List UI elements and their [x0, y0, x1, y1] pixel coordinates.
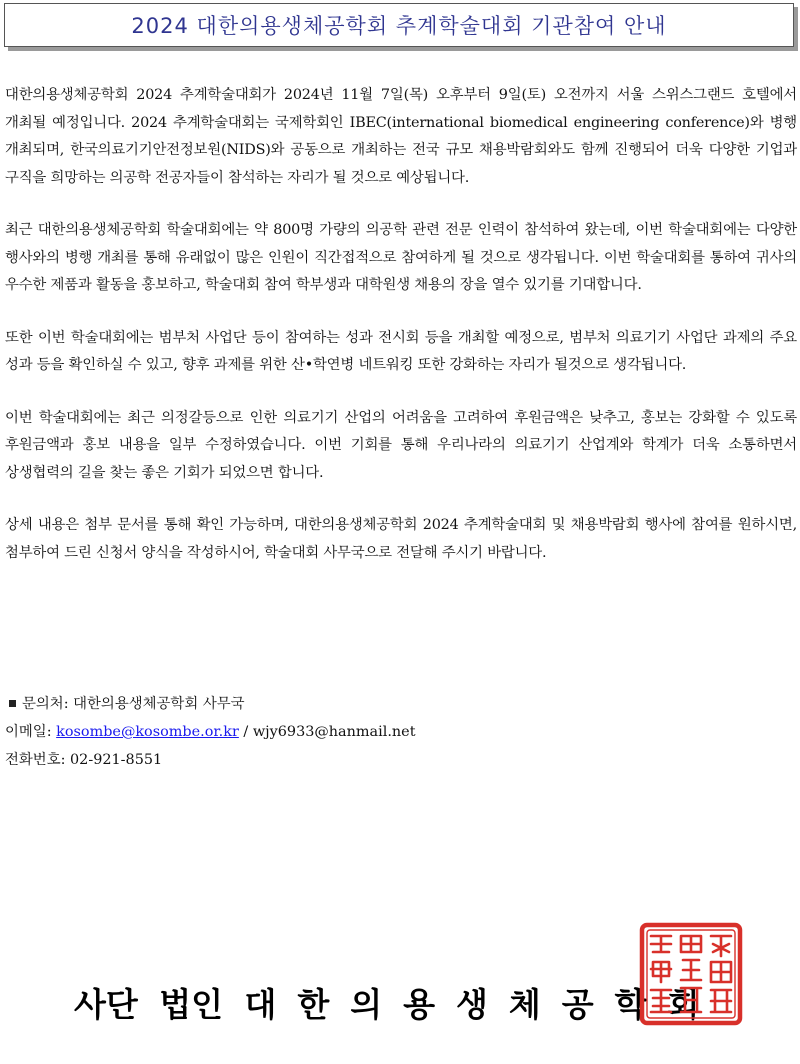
- email-alt: wjy6933@hanmail.net: [252, 724, 416, 740]
- title-box: [4, 3, 794, 47]
- phone-label: 전화번호: 02-921-8551: [5, 752, 163, 768]
- contact-email: [5, 718, 797, 746]
- email-label: 이메일:: [5, 724, 57, 740]
- email-separator: /: [238, 724, 253, 740]
- paragraph-attendance: 최근 대한의용생체공학회 학술대회에는 약 800명 가량의 의공학 관련 전문 인력이 참석하여 왔는데, 이번 학술대회에는 다양한 행사와의 병행 개최를 통해 유래없이 많은 인원이 직간접적으로 참여하게 될 것으로 생각됩니다. 이번 학술대회를 통하여 귀사의 우수한 제품과 활동을 홍보하고, 학술대회 참여 학부생과 대학원생 채용의 장을 열수 있기를 기대합니다.: [5, 222, 797, 293]
- contact-inquiry: [5, 690, 797, 718]
- paragraph-intro: 대한의용생체공학회 2024 추계학술대회가 2024년 11월 7일(목) 오후부터 9일(토) 오전까지 서울 스위스그랜드 호텔에서 개최될 예정입니다. 2024 추계학술대회는 국제학회인 IBEC(international biomedical engineering conference)와 병행 개최되며, 한국의료기기안전정보원(NIDS)와 공동으로 개최하는 전국 규모 채용박람회와도 함께 진행되어 더욱 다양한 기업과 구직을 희망하는 의공학 전공자들이 참석하는 자리가 될 것으로 예상됩니다.: [5, 87, 797, 186]
- inquiry-label: 문의처: 대한의용생체공학회 사무국: [22, 696, 245, 712]
- org-name: 대한의용생체공학회: [244, 985, 721, 1024]
- official-seal-icon: [639, 922, 743, 1026]
- organization-signature: [74, 977, 720, 1033]
- body-content: [5, 82, 797, 592]
- paragraph-sponsorship: 이번 학술대회에는 최근 의정갈등으로 인한 의료기기 산업의 어려움을 고려하여 후원금액은 낮추고, 홍보는 강화할 수 있도록 후원금액과 홍보 내용을 일부 수정하였습니다. 이번 기회를 통해 우리나라의 의료기기 산업계와 학계가 더욱 소통하면서 상생협력의 길을 찾는 좋은 기회가 되었으면 합니다.: [5, 409, 797, 481]
- email-link[interactable]: kosombe@kosombe.or.kr: [56, 724, 239, 740]
- page-title: 2024 대한의용생체공학회 추계학술대회 기관참여 안내: [131, 14, 667, 38]
- paragraph-application: 상세 내용은 첨부 문서를 통해 확인 가능하며, 대한의용생체공학회 2024 추계학술대회 및 채용박람회 행사에 참여를 원하시면, 첨부하여 드린 신청서 양식을 작성하시어, 학술대회 사무국으로 전달해 주시기 바랍니다.: [5, 517, 797, 561]
- contact-phone: [5, 746, 797, 774]
- contact-block: [5, 690, 797, 774]
- paragraph-exhibition: 또한 이번 학술대회에는 범부처 사업단 등이 참여하는 성과 전시회 등을 개최할 예정으로, 범부처 의료기기 사업단 과제의 주요 성과 등을 확인하실 수 있고, 향후 과제를 위한 산•학연병 네트워킹 또한 강화하는 자리가 될것으로 생각됩니다.: [5, 329, 797, 373]
- org-prefix: 사단 법인: [74, 985, 224, 1024]
- square-bullet-icon: [9, 700, 16, 707]
